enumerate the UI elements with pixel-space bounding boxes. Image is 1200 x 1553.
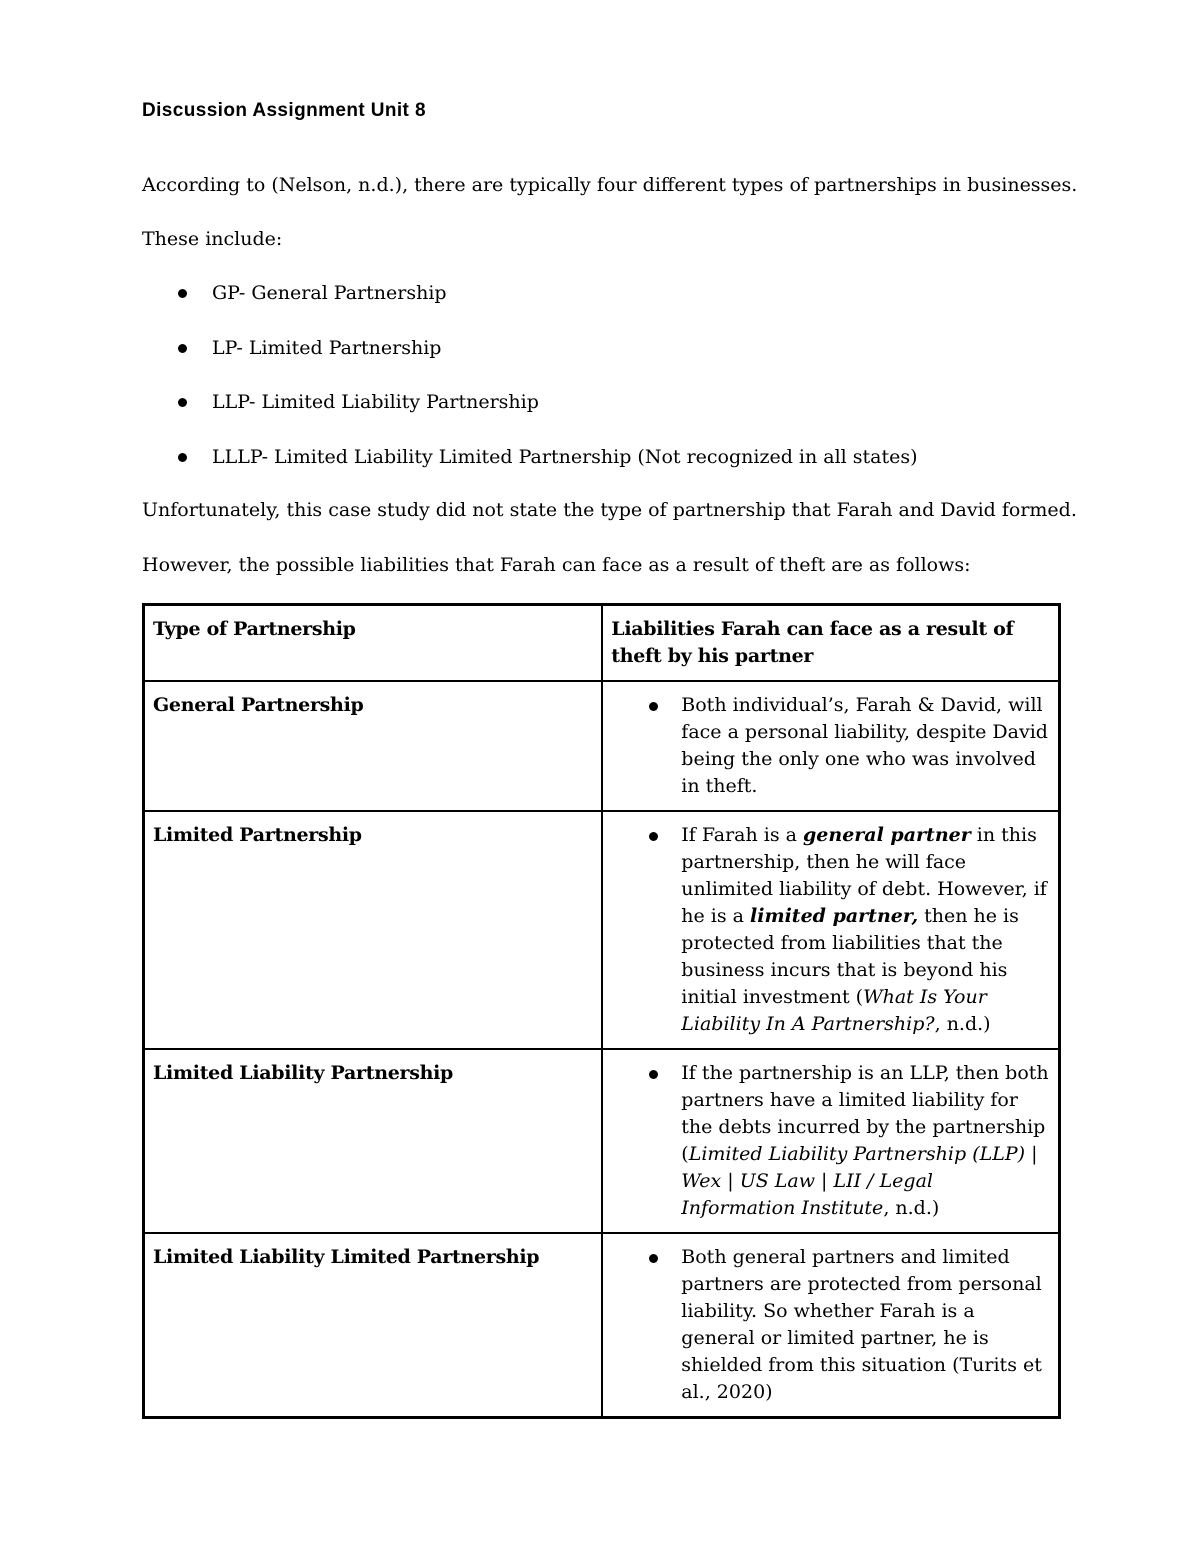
list-item-text: LLLP- Limited Liability Limited Partnership (Not recognized in all states): [212, 445, 918, 468]
include-line: These include:: [142, 228, 283, 250]
liability-text: Both general partners and limited partners are protected from personal liability. So whether Farah is a general or limited partner, he is shielded from this situation (Turits et al., 2020): [681, 1246, 1042, 1403]
bullet-icon: [649, 1254, 658, 1263]
row-liability-cell: [602, 681, 1059, 811]
liability-text-part: If the partnership is an LLP, then both partners have a limited liability for the debts incurred by the partnership (: [681, 1062, 1049, 1165]
bullet-icon: [649, 832, 658, 841]
unfortunately-paragraph: Unfortunately, this case study did not state the type of partnership that Farah and David formed.: [142, 499, 1077, 521]
row-type-cell: Limited Partnership: [144, 811, 603, 1049]
bullet-icon: [649, 1070, 658, 1079]
row-type-cell: General Partnership: [144, 681, 603, 811]
emphasis-general-partner: general partner: [803, 824, 971, 846]
header-liabilities-cell: Liabilities Farah can face as a result of theft by his partner: [602, 605, 1059, 682]
bullet-icon: [649, 702, 658, 711]
table-row: [144, 811, 1060, 1049]
row-liability-cell: [602, 1233, 1059, 1418]
liability-text-part: in this partnership, then he will face unlimited liability of debt. However, if he is a: [681, 824, 1047, 927]
cell-bullet-item: [611, 692, 1050, 800]
list-item: [142, 444, 918, 499]
however-paragraph: However, the possible liabilities that Farah can face as a result of theft are as follows:: [142, 554, 971, 576]
list-item: [142, 389, 918, 444]
table-row: [144, 681, 1060, 811]
emphasis-limited-partner: limited partner,: [750, 905, 919, 927]
intro-paragraph: According to (Nelson, n.d.), there are typically four different types of partnerships in businesses.: [142, 174, 1078, 196]
bullet-icon: [178, 398, 187, 407]
cell-bullet-item: [611, 1244, 1050, 1406]
liabilities-table: [142, 603, 1061, 1419]
list-item: [142, 280, 918, 335]
cell-bullet-item: [611, 1060, 1050, 1222]
list-item: [142, 335, 918, 390]
cell-bullet-item: [611, 822, 1050, 1038]
row-liability-cell: [602, 811, 1059, 1049]
row-liability-cell: [602, 1049, 1059, 1233]
table-header-row: [144, 605, 1060, 682]
table-row: [144, 1049, 1060, 1233]
liability-text-part: , n.d.): [934, 1013, 991, 1035]
bullet-icon: [178, 344, 187, 353]
citation-title: What Is Your Liability In A Partnership?: [681, 986, 987, 1035]
bullet-icon: [178, 453, 187, 462]
list-item-text: GP- General Partnership: [212, 282, 447, 304]
list-item-text: LP- Limited Partnership: [212, 336, 442, 359]
liability-text-part: then he is protected from liabilities that the business incurs that is beyond his initial investment (: [681, 905, 1019, 1008]
bullet-icon: [178, 289, 187, 298]
row-type-cell: Limited Liability Partnership: [144, 1049, 603, 1233]
liability-text-part: , n.d.): [883, 1197, 940, 1219]
liability-text-part: If Farah is a: [681, 824, 803, 846]
row-type-cell: Limited Liability Limited Partnership: [144, 1233, 603, 1418]
list-item-text: LLP- Limited Liability Partnership: [212, 391, 539, 413]
header-type-cell: Type of Partnership: [144, 605, 603, 682]
partnership-types-list: [142, 280, 918, 498]
liability-text: Both individual’s, Farah & David, will face a personal liability, despite David being the only one who was involved in theft.: [681, 694, 1048, 797]
table-row: [144, 1233, 1060, 1418]
document-title: Discussion Assignment Unit 8: [142, 100, 426, 121]
citation-title: Limited Liability Partnership (LLP) | Wex | US Law | LII / Legal Information Institute: [681, 1143, 1038, 1219]
